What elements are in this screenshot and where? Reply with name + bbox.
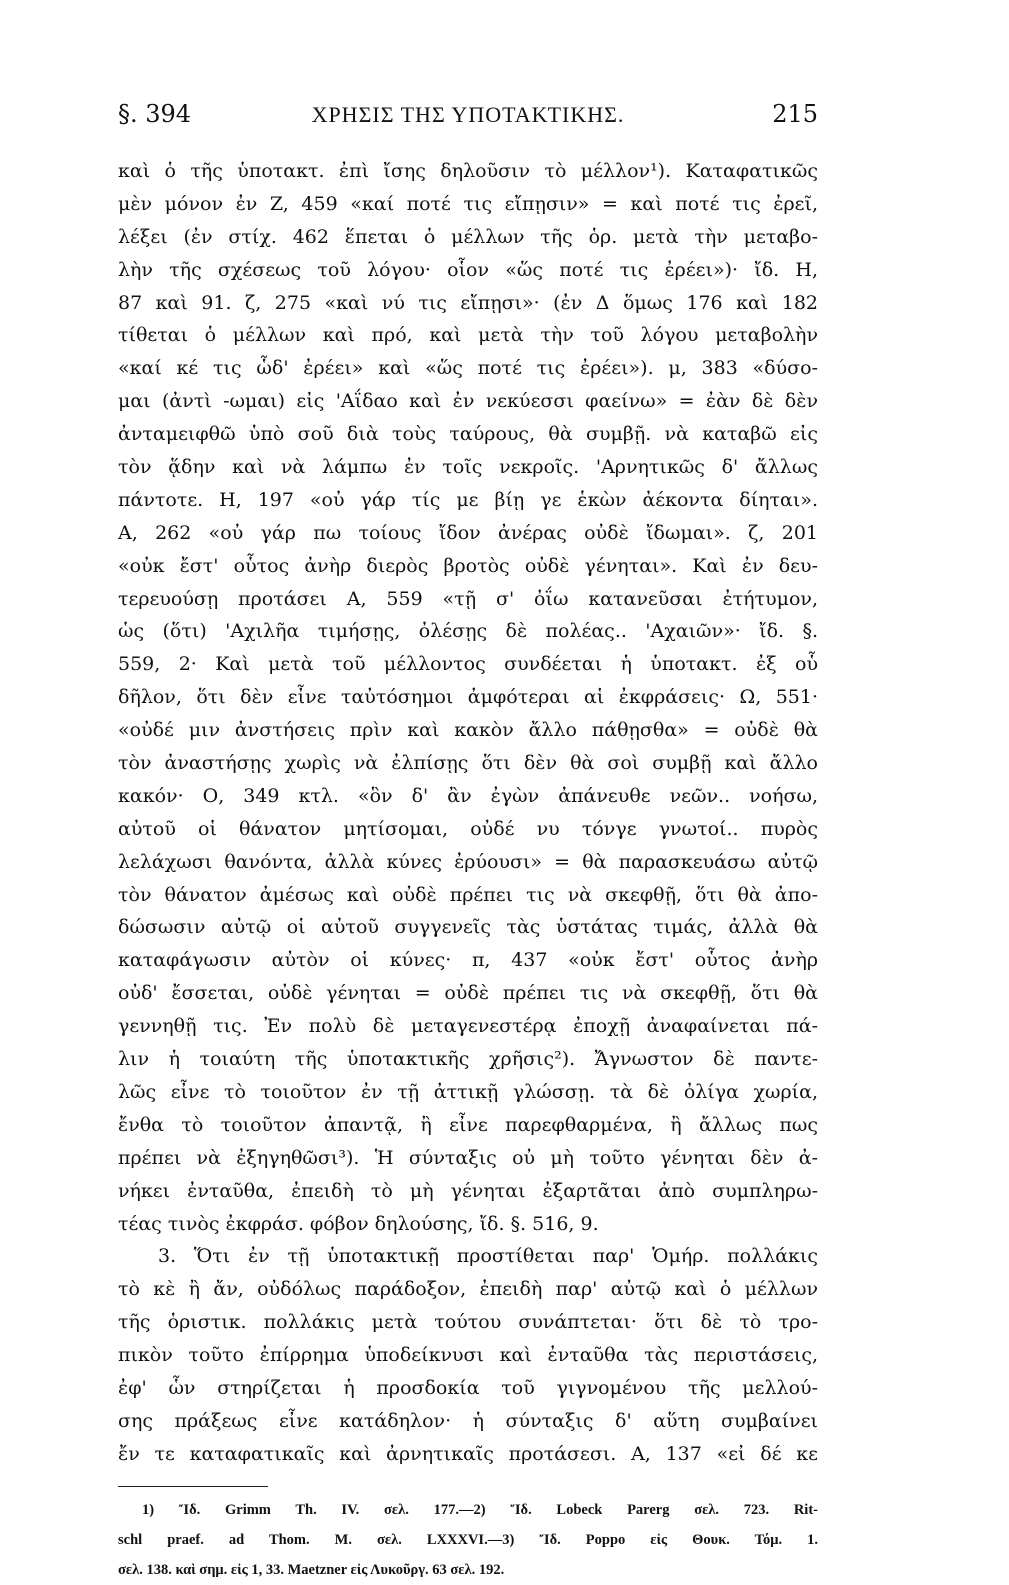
- text-line: τέας τινὸς ἐκφράσ. φόβον δηλούσης, ἴδ. §. 516, 9.: [118, 1212, 599, 1235]
- text-line: λὴν τῆς σχέσεως τοῦ λόγου· οἷον «ὥς ποτέ τις ἐρέει»)· ἴδ. H,: [118, 258, 818, 281]
- text-line: γεννηθῇ τις. Ἐν πολὺ δὲ μεταγενεστέρᾳ ἐποχῇ ἀναφαίνεται πά-: [118, 1015, 818, 1038]
- page-number: 215: [772, 100, 818, 128]
- text-line: ὡς (ὅτι) 'Αχιλῆα τιμήσῃς, ὀλέσῃς δὲ πολέας.. 'Αχαιῶν»· ἴδ. §.: [118, 620, 818, 643]
- text-line: λιν ἡ τοιαύτη τῆς ὑποτακτικῆς χρῆσις²). Ἄγνωστον δὲ παντε-: [118, 1048, 818, 1071]
- page-title: ΧΡΗΣΙΣ ΤΗΣ ΥΠΟΤΑΚΤΙΚΗΣ.: [311, 102, 625, 127]
- text-line: λελάχωσι θανόντα, ἀλλὰ κύνες ἐρύουσι» = θὰ παρασκευάσω αὐτῷ: [118, 850, 818, 873]
- text-line: λέξει (ἐν στίχ. 462 ἕπεται ὁ μέλλων τῆς ὁρ. μετὰ τὴν μεταβο-: [118, 225, 818, 248]
- text-line: «καί κέ τις ὧδ' ἐρέει» καὶ «ὥς ποτέ τις ἐρέει»). μ, 383 «δύσο-: [118, 357, 818, 380]
- footnote-line: σελ. 138. καὶ σημ. εἰς 1, 33. Maetzner εἰς Λυκοῦργ. 63 σελ. 192.: [118, 1562, 505, 1578]
- text-line: καὶ ὁ τῆς ὑποτακτ. ἐπὶ ἴσης δηλοῦσιν τὸ μέλλον¹). Καταφατικῶς: [118, 160, 818, 182]
- text-line: μὲν μόνον ἐν Z, 459 «καί ποτέ τις εἴπῃσιν» = καὶ ποτέ τις ἐρεῖ,: [118, 192, 818, 215]
- text-line: σης πράξεως εἶνε κατάδηλον· ἡ σύνταξις δ' αὕτη συμβαίνει: [118, 1409, 818, 1432]
- footnotes: [118, 1495, 818, 1585]
- text-line: ἐφ' ὧν στηρίζεται ἡ προσδοκία τοῦ γιγνομένου τῆς μελλού-: [118, 1376, 818, 1399]
- text-line: τὸν θάνατον ἀμέσως καὶ οὐδὲ πρέπει τις νὰ σκεφθῇ, ὅτι θὰ ἀπο-: [118, 883, 818, 906]
- text-line: τερευούσῃ προτάσει Α, 559 «τῇ σ' ὀΐω κατανεῦσαι ἐτήτυμον,: [118, 587, 818, 610]
- text-line: πρέπει νὰ ἐξηγηθῶσι³). Ἡ σύνταξις οὐ μὴ τοῦτο γένηται δὲν ἀ-: [118, 1146, 818, 1169]
- text-line: 3. Ὅτι ἐν τῇ ὑποτακτικῇ προστίθεται παρ' Ὁμήρ. πολλάκις: [158, 1245, 818, 1268]
- text-line: λῶς εἶνε τὸ τοιοῦτον ἐν τῇ ἀττικῇ γλώσσῃ. τὰ δὲ ὀλίγα χωρία,: [118, 1080, 818, 1103]
- text-line: τὸν ᾅδην καὶ νὰ λάμπω ἐν τοῖς νεκροῖς. 'Αρνητικῶς δ' ἄλλως: [118, 456, 818, 479]
- text-line: ἔνθα τὸ τοιοῦτον ἀπαντᾷ, ἢ εἶνε παρεφθαρμένα, ἢ ἄλλως πως: [118, 1113, 818, 1136]
- text-line: Α, 262 «οὐ γάρ πω τοίους ἴδον ἀνέρας οὐδὲ ἴδωμαι». ζ, 201: [118, 521, 818, 544]
- text-line: κακόν· Ο, 349 κτλ. «ὃν δ' ἂν ἐγὼν ἀπάνευθε νεῶν.. νοήσω,: [118, 784, 818, 807]
- text-line: τὸ κὲ ἢ ἄν, οὐδόλως παράδοξον, ἐπειδὴ παρ' αὐτῷ καὶ ὁ μέλλων: [118, 1278, 818, 1301]
- body-text: [118, 155, 818, 1471]
- text-line: δώσωσιν αὐτῷ οἱ αὐτοῦ συγγενεῖς τὰς ὑστάτας τιμάς, ἀλλὰ θὰ: [118, 916, 818, 939]
- section-number: §. 394: [118, 100, 192, 128]
- text-line: μαι (ἀντὶ -ωμαι) εἰς 'Αΐδαο καὶ ἐν νεκύεσσι φαείνω» = ἐὰν δὲ δὲν: [118, 390, 818, 413]
- text-line: «οὐκ ἔστ' οὗτος ἀνὴρ διερὸς βροτὸς οὐδὲ γένηται». Καὶ ἐν δευ-: [118, 554, 818, 577]
- text-line: «οὐδέ μιν ἀνστήσεις πρὶν καὶ κακὸν ἄλλο πάθῃσθα» = οὐδὲ θὰ: [118, 719, 818, 742]
- text-line: 559, 2· Καὶ μετὰ τοῦ μέλλοντος συνδέεται ἡ ὑποτακτ. ἐξ οὗ: [118, 653, 818, 676]
- text-line: οὐδ' ἔσσεται, οὐδὲ γένηται = οὐδὲ πρέπει τις νὰ σκεφθῇ, ὅτι θὰ: [118, 982, 818, 1005]
- running-header: [118, 100, 818, 140]
- text-line: πάντοτε. Η, 197 «οὐ γάρ τίς με βίῃ γε ἑκὼν ἀέκοντα δίηται».: [118, 488, 818, 511]
- text-line: 87 καὶ 91. ζ, 275 «καὶ νύ τις εἴπῃσι»· (ἐν Δ ὅμως 176 καὶ 182: [118, 291, 818, 314]
- footnote-rule: [118, 1486, 268, 1487]
- text-line: τὸν ἀναστήσῃς χωρὶς νὰ ἐλπίσῃς ὅτι δὲν θὰ σοὶ συμβῇ καὶ ἄλλο: [118, 752, 818, 775]
- footnote-line: schl praef. ad Thom. M. σελ. LXXXVI.—3) Ἴδ. Poppo εἰς Θουκ. Τόμ. 1.: [118, 1532, 818, 1548]
- text-line: πικὸν τοῦτο ἐπίρρημα ὑποδείκνυσι καὶ ἐνταῦθα τὰς περιστάσεις,: [118, 1344, 818, 1367]
- text-line: καταφάγωσιν αὐτὸν οἱ κύνες· π, 437 «οὐκ ἔστ' οὗτος ἀνὴρ: [118, 949, 818, 972]
- text-line: δῆλον, ὅτι δὲν εἶνε ταὐτόσημοι ἀμφότεραι αἱ ἐκφράσεις· Ω, 551·: [118, 686, 818, 709]
- text-line: τῆς ὁριστικ. πολλάκις μετὰ τούτου συνάπτεται· ὅτι δὲ τὸ τρο-: [118, 1311, 818, 1334]
- footnote-line: 1) Ἴδ. Grimm Th. IV. σελ. 177.—2) Ἴδ. Lobeck Parerg σελ. 723. Rit-: [142, 1502, 818, 1518]
- text-line: ἀνταμειφθῶ ὑπὸ σοῦ διὰ τοὺς ταύρους, θὰ συμβῇ. νὰ καταβῶ εἰς: [118, 423, 818, 446]
- text-line: τίθεται ὁ μέλλων καὶ πρό, καὶ μετὰ τὴν τοῦ λόγου μεταβολὴν: [118, 324, 818, 347]
- text-line: νήκει ἐνταῦθα, ἐπειδὴ τὸ μὴ γένηται ἐξαρτᾶται ἀπὸ συμπληρω-: [118, 1179, 818, 1202]
- text-line: ἔν τε καταφατικαῖς καὶ ἀρνητικαῖς προτάσεσι. Α, 137 «εἰ δέ κε: [118, 1442, 818, 1465]
- text-line: αὐτοῦ οἱ θάνατον μητίσομαι, οὐδέ νυ τόνγε γνωτοί.. πυρὸς: [118, 817, 818, 840]
